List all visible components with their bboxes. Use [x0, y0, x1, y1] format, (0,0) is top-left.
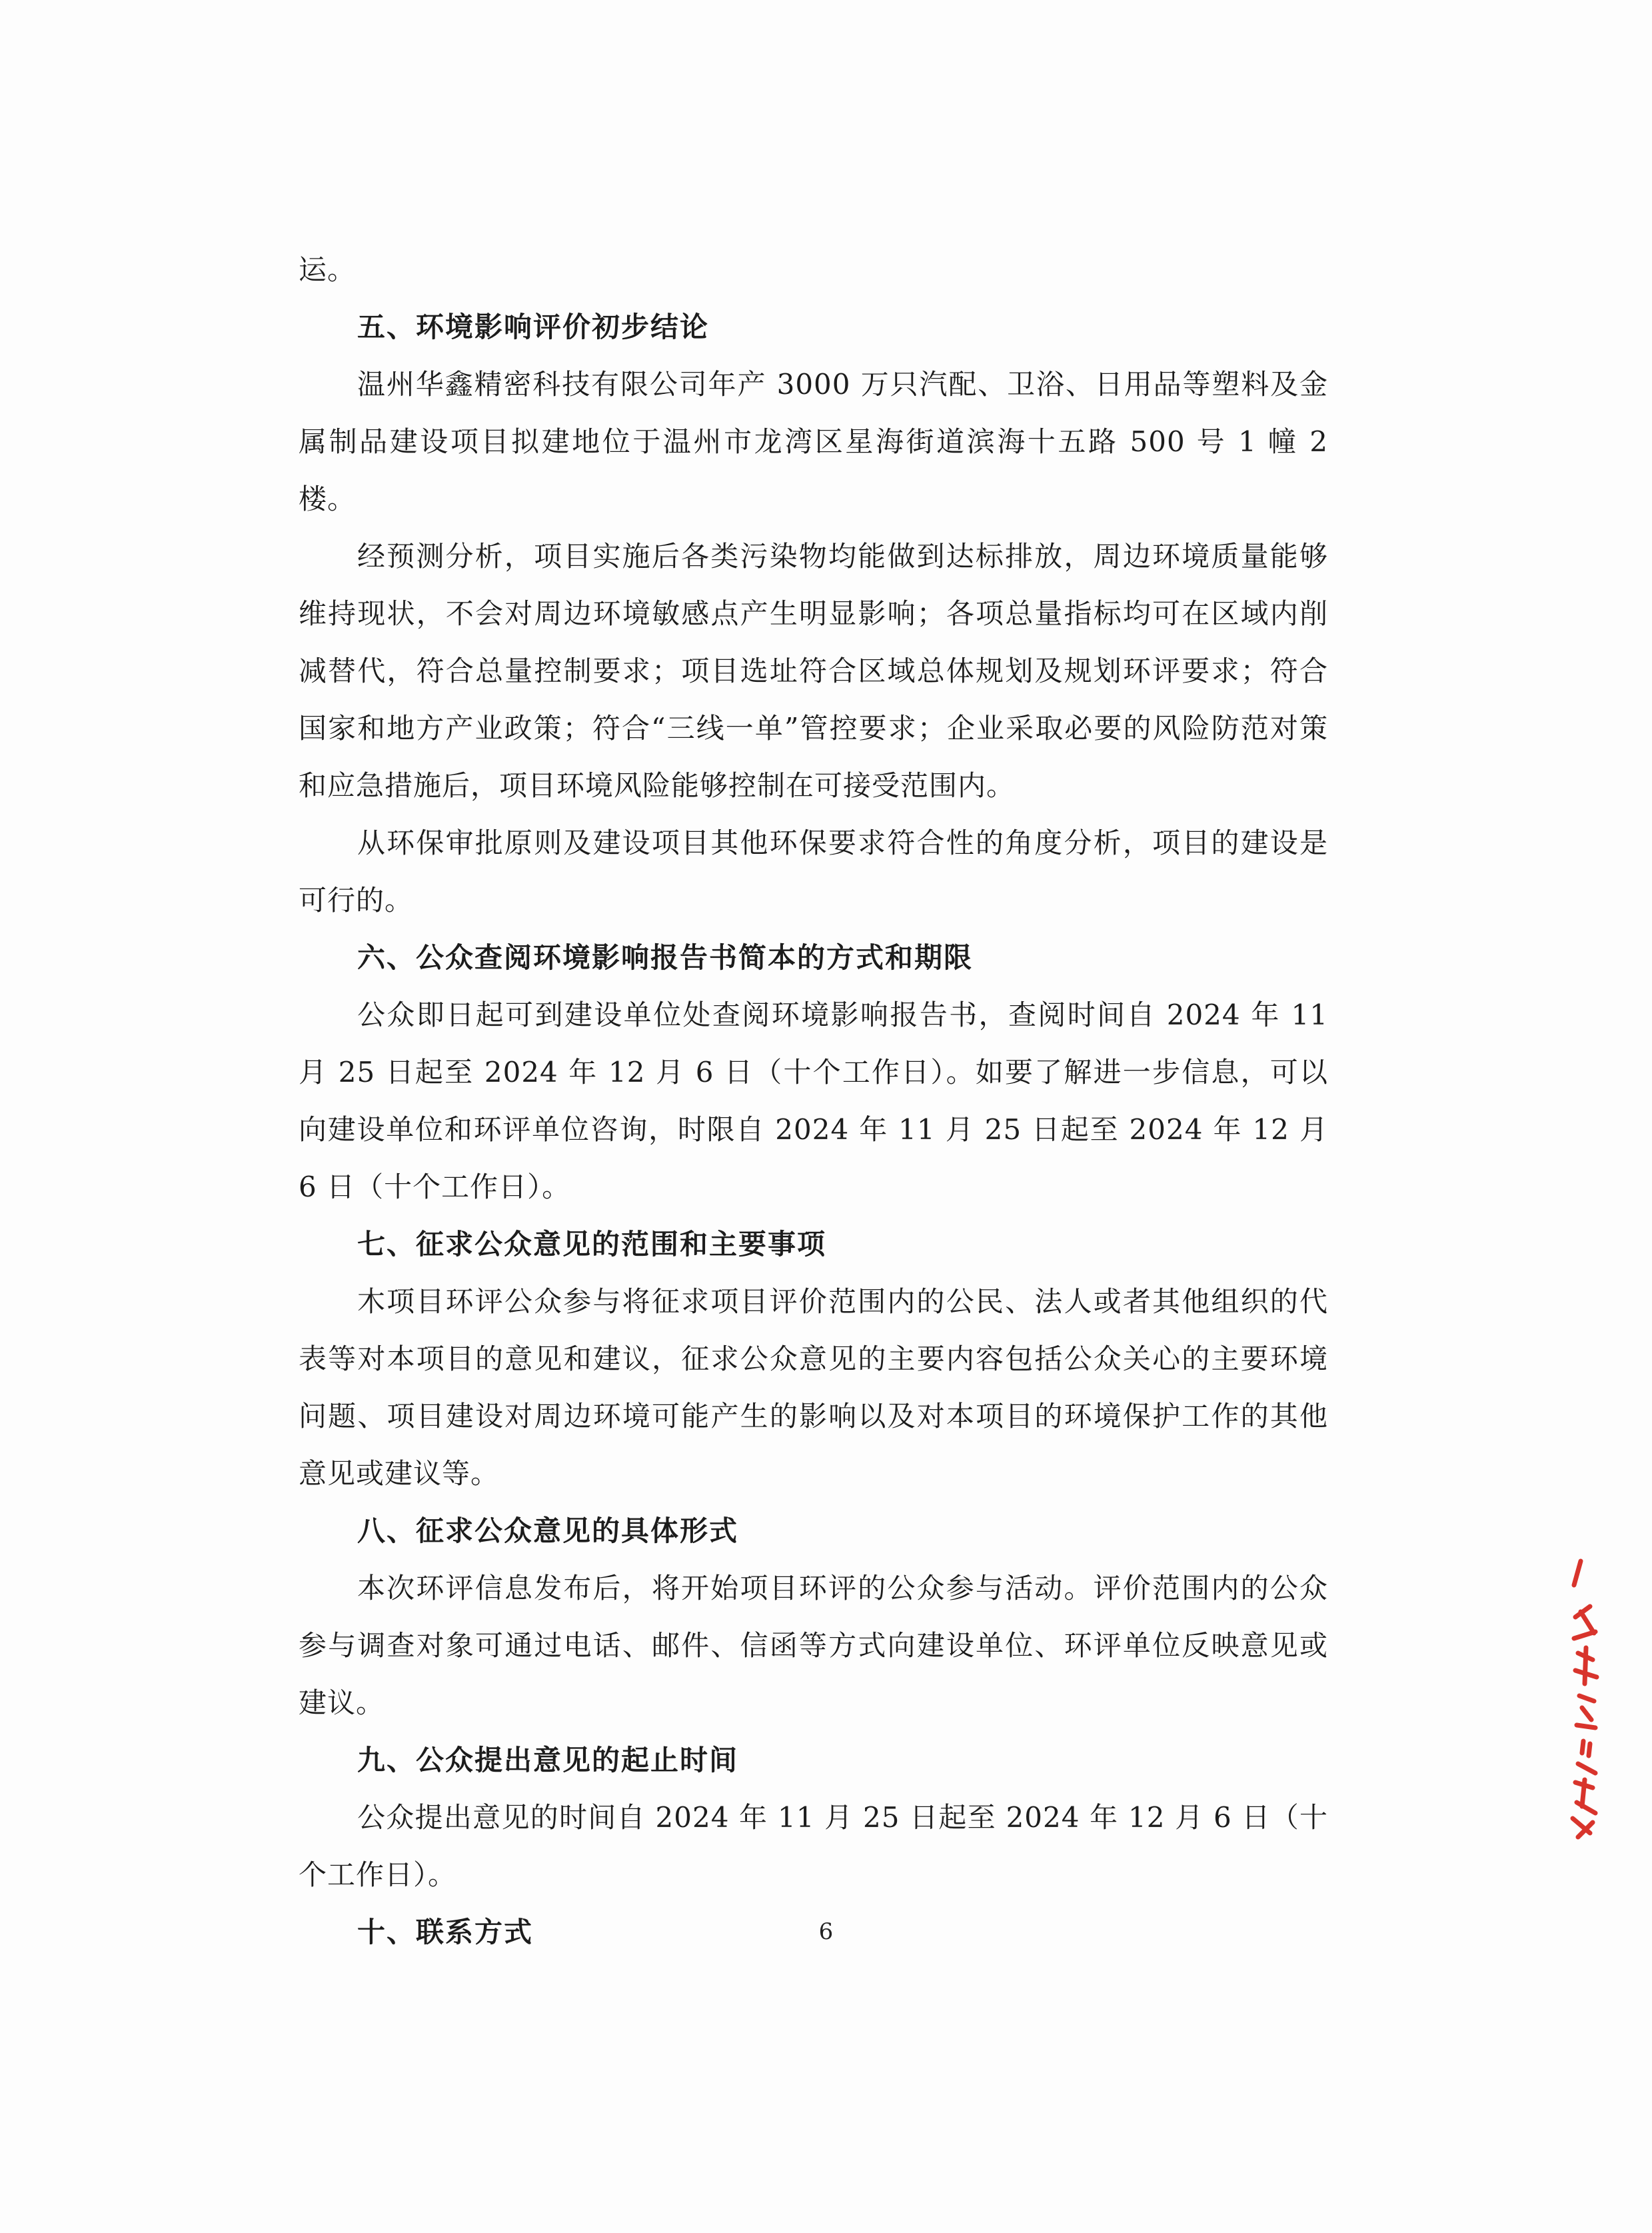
section-heading-7: 七、征求公众意见的范围和主要事项 [357, 1228, 827, 1260]
paragraph-form: 本次环评信息发布后，将开始项目环评的公众参与活动。评价范围内的公众参与调查对象可通过电话、邮件、信函等方式向建设单位、环评单位反映意见或建议。 [299, 1572, 1328, 1719]
seal-stamp-icon [1566, 1553, 1613, 1846]
paragraph-continuation: 运。 [299, 253, 357, 286]
document-body [299, 241, 1328, 1961]
paragraph-project-location: 温州华鑫精密科技有限公司年产 3000 万只汽配、卫浴、日用品等塑料及金属制品建设项目拟建地位于温州市龙湾区星海街道滨海十五路 500 号 1 幢 2 楼。 [299, 368, 1328, 515]
page-number: 6 [818, 1918, 834, 1945]
section-heading-8: 八、征求公众意见的具体形式 [357, 1514, 739, 1547]
section-heading-10: 十、联系方式 [357, 1916, 534, 1948]
paragraph-scope: 木项目环评公众参与将征求项目评价范围内的公民、法人或者其他组织的代表等对本项目的意见和建议，征求公众意见的主要内容包括公众关心的主要环境问题、项目建设对周边环境可能产生的影响以及对本项目的环境保护工作的其他意见或建议等。 [299, 1285, 1328, 1490]
section-heading-9: 九、公众提出意见的起止时间 [357, 1744, 739, 1776]
section-heading-5: 五、环境影响评价初步结论 [357, 311, 710, 343]
paragraph-comment-period: 公众提出意见的时间自 2024 年 11 月 25 日起至 2024 年 12 月 6 日（十个工作日）。 [299, 1801, 1328, 1891]
paragraph-feasibility: 从环保审批原则及建设项目其他环保要求符合性的角度分析，项目的建设是可行的。 [299, 827, 1328, 917]
paragraph-review-period: 公众即日起可到建设单位处查阅环境影响报告书，查阅时间自 2024 年 11 月 25 日起至 2024 年 12 月 6 日（十个工作日）。如要了解进一步信息，可以向建设单位和环评单位咨询，时限自 2024 年 11 月 25 日起至 2024 年 12 月 6 日（十个工作日）。 [299, 999, 1328, 1203]
red-seal-fragment [1566, 1553, 1613, 1846]
section-heading-6: 六、公众查阅环境影响报告书简本的方式和期限 [357, 941, 974, 974]
paragraph-prediction-analysis: 经预测分析，项目实施后各类污染物均能做到达标排放，周边环境质量能够维持现状，不会对周边环境敏感点产生明显影响；各项总量指标均可在区域内削减替代，符合总量控制要求；项目选址符合区域总体规划及规划环评要求；符合国家和地方产业政策；符合“三线一单”管控要求；企业采取必要的风险防范对策和应急措施后，项目环境风险能够控制在可接受范围内。 [299, 540, 1328, 802]
